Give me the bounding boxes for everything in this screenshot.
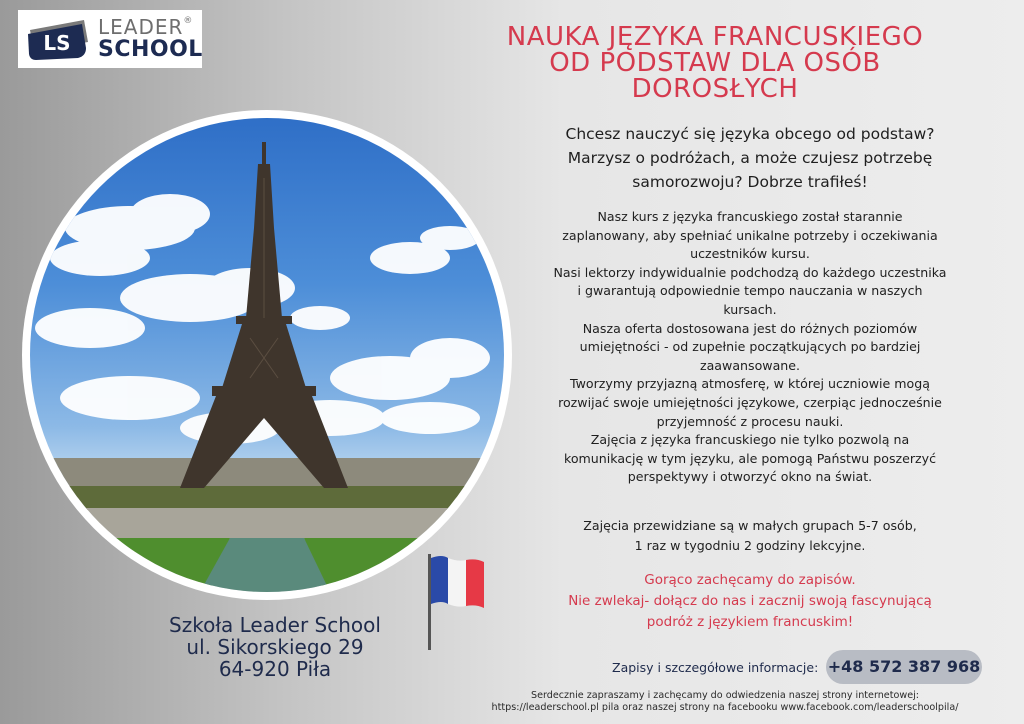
intro-line: Chcesz nauczyć się języka obcego od podstaw? <box>565 125 935 143</box>
footer <box>440 690 1010 714</box>
paragraph-line: komunikację w tym języku, ale pomogą Państwu poszerzyć <box>563 450 937 466</box>
paragraph <box>540 208 960 264</box>
paragraph <box>540 375 960 431</box>
paragraph <box>540 320 960 376</box>
paragraph-line: i gwarantują odpowiednie tempo nauczania w naszych <box>577 283 923 299</box>
paragraph-line: zaplanowany, aby spełniać unikalne potrzeby i oczekiwania <box>562 227 938 243</box>
paragraph-line: umiejętności - od zupełnie początkujących po bardziej <box>579 339 921 355</box>
paragraph-line: zaawansowane. <box>699 357 801 373</box>
intro-text <box>540 122 960 194</box>
footer-line: Serdecznie zapraszamy i zachęcamy do odwiedzenia naszej strony internetowej: <box>530 690 919 701</box>
paragraph-line: rozwijać swoje umiejętności językowe, czerpiąc jednocześnie <box>558 394 942 410</box>
paragraph-line: Tworzymy przyjazną atmosferę, w której uczniowie mogą <box>570 376 930 392</box>
title-line: DOROSŁYCH <box>631 74 799 104</box>
group-info-line: Zajęcia przewidziane są w małych grupach 5-7 osób, <box>583 518 917 533</box>
paragraph-line: Zajęcia z języka francuskiego nie tylko pozwolą na <box>590 432 910 448</box>
paragraph-line: przyjemność z procesu nauki. <box>656 413 844 429</box>
title-line: OD PODSTAW DLA OSÓB <box>549 48 881 78</box>
paragraph-line: perspektywy i otworzyć okno na świat. <box>627 469 873 485</box>
paragraph-line: kursach. <box>723 301 777 317</box>
address-line: 64-920 Piła <box>218 657 332 681</box>
french-flag-icon <box>422 552 492 652</box>
page-title <box>500 24 930 102</box>
logo-mark-text: LS <box>43 31 71 55</box>
logo-line1: LEADER <box>98 15 184 39</box>
logo-line2: SCHOOL <box>98 37 203 62</box>
address-line: Szkoła Leader School <box>169 613 381 637</box>
cta-line: Nie zwlekaj- dołącz do nas i zacznij swoją fascynującą <box>568 593 932 609</box>
contact-label: Zapisy i szczegółowe informacje: <box>612 660 819 675</box>
call-to-action <box>520 570 980 633</box>
paragraph <box>540 431 960 487</box>
ls-logo-icon <box>26 16 92 62</box>
logo-registered: ® <box>183 16 194 26</box>
address-line: ul. Sikorskiego 29 <box>186 635 364 659</box>
cta-line: Gorąco zachęcamy do zapisów. <box>644 572 856 588</box>
course-description <box>540 208 960 487</box>
photo-frame <box>22 110 512 600</box>
footer-links[interactable]: https://leaderschool.pl pila oraz naszej strony na facebooku www.facebook.com/leaderschoolpila/ <box>491 702 959 713</box>
cta-line: podróż z językiem francuskim! <box>646 614 854 630</box>
paragraph-line: Nasi lektorzy indywidualnie podchodzą do każdego uczestnika <box>553 264 947 280</box>
intro-line: samorozwoju? Dobrze trafiłeś! <box>632 173 868 191</box>
group-info <box>540 516 960 556</box>
paragraph-line: Nasz kurs z języka francuskiego został starannie <box>597 209 903 224</box>
school-address <box>140 614 410 680</box>
group-info-line: 1 raz w tygodniu 2 godziny lekcyjne. <box>634 538 866 553</box>
paragraph-line: Nasza oferta dostosowana jest do różnych poziomów <box>582 320 918 336</box>
paragraph <box>540 264 960 320</box>
school-logo <box>18 10 202 68</box>
phone-number[interactable]: +48 572 387 968 <box>826 650 982 684</box>
intro-line: Marzysz o podróżach, a może czujesz potrzebę <box>567 149 933 167</box>
paragraph-line: uczestników kursu. <box>690 246 810 262</box>
title-line: NAUKA JĘZYKA FRANCUSKIEGO <box>506 22 924 52</box>
eiffel-tower-photo <box>30 118 504 592</box>
